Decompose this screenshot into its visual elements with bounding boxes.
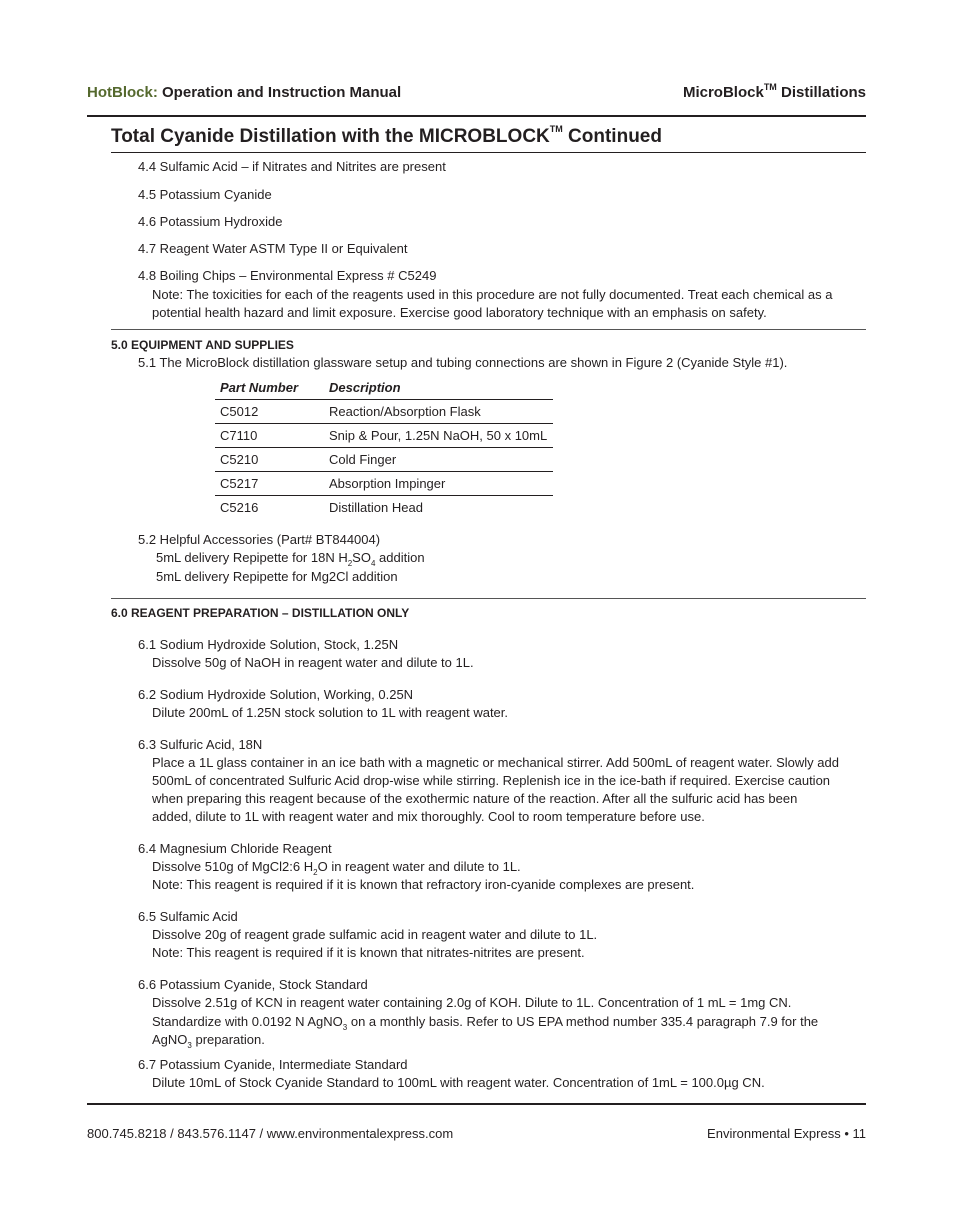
accessory-1-text: addition bbox=[375, 550, 425, 565]
accessory-1 bbox=[156, 549, 425, 569]
prep-6-6-line3 bbox=[152, 1031, 265, 1051]
header-manual-title bbox=[87, 84, 401, 101]
title-trademark: TM bbox=[549, 124, 563, 134]
parts-table bbox=[215, 376, 553, 519]
subscript: 3 bbox=[342, 1023, 348, 1032]
header-right-text: MicroBlock bbox=[682, 84, 764, 101]
subscript: 3 bbox=[187, 1041, 192, 1050]
description-cell: Distillation Head bbox=[324, 496, 553, 520]
prep-6-6: 6.6 Potassium Cyanide, Stock Standard bbox=[138, 977, 368, 992]
footer-contact: 800.745.8218 / 843.576.1147 / www.environmentalexpress.com bbox=[87, 1126, 454, 1141]
accessory-1-text: 5mL delivery Repipette for 18N H bbox=[156, 550, 348, 565]
footer-divider bbox=[87, 1103, 866, 1105]
accessory-2: 5mL delivery Repipette for Mg2Cl addition bbox=[156, 569, 398, 584]
part-number-cell: C5012 bbox=[215, 400, 324, 424]
part-number-cell: C7110 bbox=[215, 424, 324, 448]
table-header-row bbox=[215, 376, 553, 400]
reagent-4-5: 4.5 Potassium Cyanide bbox=[138, 187, 272, 202]
prep-6-7-text: Dilute 10mL of Stock Cyanide Standard to 100mL with reagent water. Concentration of 1mL = 100.0µg CN. bbox=[152, 1075, 765, 1090]
description-cell: Cold Finger bbox=[324, 448, 553, 472]
prep-6-7: 6.7 Potassium Cyanide, Intermediate Standard bbox=[138, 1057, 408, 1072]
column-header-part: Part Number bbox=[220, 380, 299, 395]
prep-6-2: 6.2 Sodium Hydroxide Solution, Working, 0.25N bbox=[138, 687, 414, 702]
title-divider bbox=[111, 152, 866, 153]
page-title bbox=[111, 126, 662, 148]
prep-6-5-note: Note: This reagent is required if it is known that nitrates-nitrites are present. bbox=[152, 945, 585, 960]
section-heading-reagent-prep: 6.0 REAGENT PREPARATION – DISTILLATION ONLY bbox=[111, 606, 410, 620]
reagent-4-6: 4.6 Potassium Hydroxide bbox=[138, 214, 283, 229]
prep-6-6-line3-a: AgNO bbox=[152, 1032, 188, 1047]
reagent-4-7: 4.7 Reagent Water ASTM Type II or Equivalent bbox=[138, 241, 408, 256]
title-main: Total Cyanide Distillation with the MICROBLOCK bbox=[111, 126, 550, 147]
table-row bbox=[215, 400, 553, 424]
table-row bbox=[215, 448, 553, 472]
header-divider bbox=[87, 115, 866, 117]
equipment-5-2: 5.2 Helpful Accessories (Part# BT844004) bbox=[138, 532, 381, 547]
subscript: 4 bbox=[370, 559, 376, 568]
prep-6-2-text: Dilute 200mL of 1.25N stock solution to 1L with reagent water. bbox=[152, 705, 509, 720]
prep-6-4-text-b: O in reagent water and dilute to 1L. bbox=[317, 859, 521, 874]
prep-6-6-line2-b: on a monthly basis. Refer to US EPA method number 335.4 paragraph 7.9 for the bbox=[347, 1014, 819, 1029]
section-heading-equipment: 5.0 EQUIPMENT AND SUPPLIES bbox=[111, 338, 294, 352]
part-number-cell: C5217 bbox=[215, 472, 324, 496]
header-right-suffix: Distillations bbox=[780, 84, 866, 101]
prep-6-4-text bbox=[152, 858, 521, 878]
prep-6-4-note: Note: This reagent is required if it is known that refractory iron-cyanide complexes are present. bbox=[152, 877, 695, 892]
manual-title: Operation and Instruction Manual bbox=[162, 84, 402, 101]
header-section-name bbox=[683, 84, 866, 101]
subscript: 2 bbox=[313, 868, 318, 877]
safety-note-line1: Note: The toxicities for each of the reagents used in this procedure are not fully documented. Treat each chemical as a bbox=[152, 287, 833, 302]
prep-6-4-text-a: Dissolve 510g of MgCl2:6 H bbox=[152, 859, 314, 874]
prep-6-3-line1: Place a 1L glass container in an ice bath with a magnetic or mechanical stirrer. Add 500mL of reagent water. Slowly add bbox=[152, 755, 839, 770]
section-divider bbox=[111, 329, 866, 330]
description-cell: Reaction/Absorption Flask bbox=[324, 400, 553, 424]
reagent-4-4: 4.4 Sulfamic Acid – if Nitrates and Nitrites are present bbox=[138, 159, 446, 174]
part-number-cell: C5216 bbox=[215, 496, 324, 520]
description-cell: Snip & Pour, 1.25N NaOH, 50 x 10mL bbox=[324, 424, 553, 448]
prep-6-3-line2: 500mL of concentrated Sulfuric Acid drop-wise while stirring. Replenish ice in the ice-bath if required. Exercise caution bbox=[152, 773, 831, 788]
title-suffix: Continued bbox=[568, 126, 662, 147]
accessory-1-text: SO bbox=[352, 550, 371, 565]
part-number-cell: C5210 bbox=[215, 448, 324, 472]
prep-6-6-line3-b: preparation. bbox=[191, 1032, 265, 1047]
prep-6-3-line3: when preparing this reagent because of the exothermic nature of the reaction. After all the sulfuric acid has been bbox=[152, 791, 798, 806]
prep-6-4: 6.4 Magnesium Chloride Reagent bbox=[138, 841, 332, 856]
table-row bbox=[215, 472, 553, 496]
prep-6-6-line1: Dissolve 2.51g of KCN in reagent water containing 2.0g of KOH. Dilute to 1L. Concentration of 1 mL = 1mg CN. bbox=[152, 995, 792, 1010]
prep-6-6-line2-a: Standardize with 0.0192 N AgNO bbox=[152, 1014, 343, 1029]
brand-name: HotBlock: bbox=[87, 84, 158, 101]
table-row bbox=[215, 424, 553, 448]
trademark-mark: TM bbox=[763, 82, 777, 92]
prep-6-1-text: Dissolve 50g of NaOH in reagent water and dilute to 1L. bbox=[152, 655, 474, 670]
description-cell: Absorption Impinger bbox=[324, 472, 553, 496]
table-row bbox=[215, 496, 553, 520]
prep-6-5-text: Dissolve 20g of reagent grade sulfamic acid in reagent water and dilute to 1L. bbox=[152, 927, 598, 942]
reagent-4-8: 4.8 Boiling Chips – Environmental Express # C5249 bbox=[138, 268, 437, 283]
prep-6-5: 6.5 Sulfamic Acid bbox=[138, 909, 238, 924]
prep-6-3-line4: added, dilute to 1L with reagent water and mix thoroughly. Cool to room temperature before use. bbox=[152, 809, 705, 824]
safety-note-line2: potential health hazard and limit exposure. Exercise good laboratory technique with an emphasis on safety. bbox=[152, 305, 767, 320]
equipment-5-1: 5.1 The MicroBlock distillation glassware setup and tubing connections are shown in Figure 2 (Cyanide Style #1). bbox=[138, 355, 788, 370]
prep-6-1: 6.1 Sodium Hydroxide Solution, Stock, 1.25N bbox=[138, 637, 399, 652]
prep-6-6-line2 bbox=[152, 1013, 818, 1033]
subscript: 2 bbox=[347, 559, 353, 568]
footer-page-number: Environmental Express • 11 bbox=[707, 1126, 866, 1141]
column-header-description: Description bbox=[329, 380, 401, 395]
section-divider bbox=[111, 598, 866, 599]
prep-6-3: 6.3 Sulfuric Acid, 18N bbox=[138, 737, 263, 752]
